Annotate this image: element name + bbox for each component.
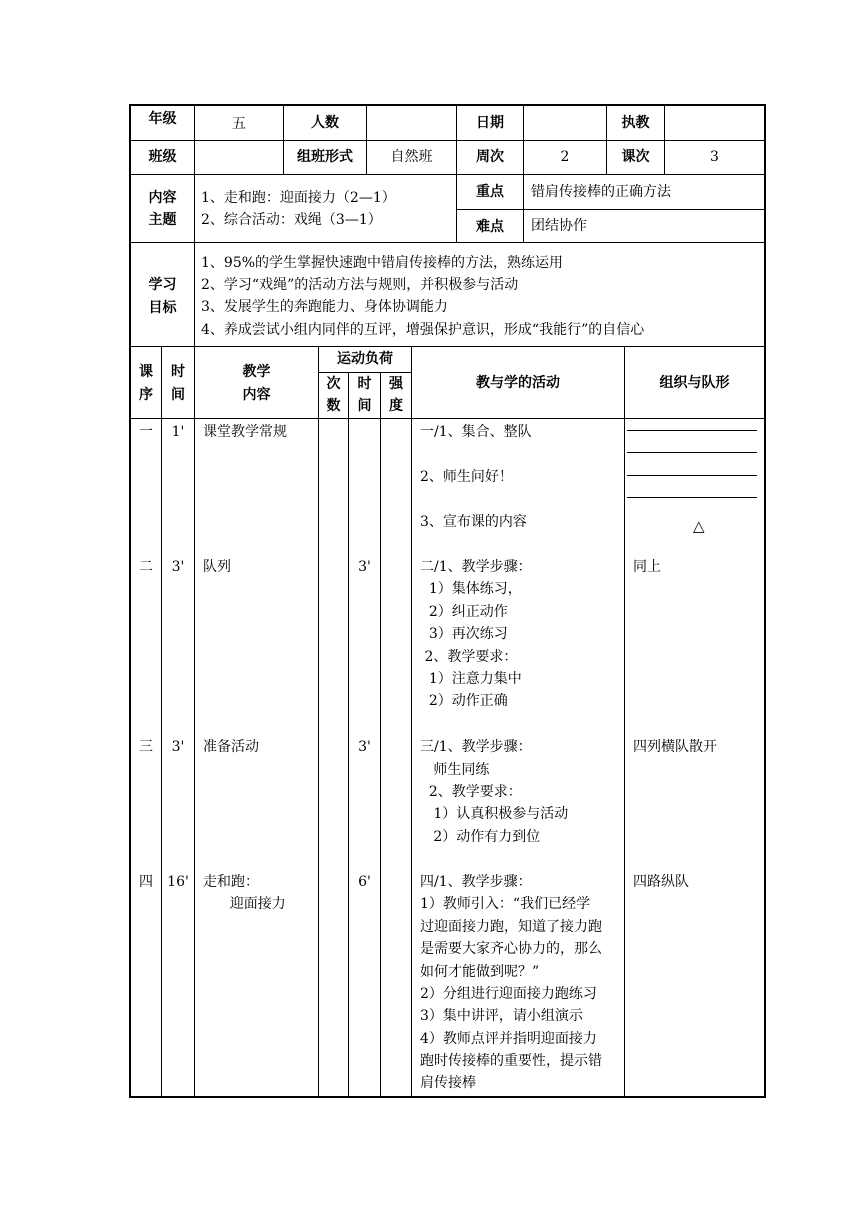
formation-line: [627, 475, 757, 476]
load-count-header: 数: [326, 398, 341, 414]
row-seq: 二: [139, 559, 153, 575]
row-activity-line: 2）动作有力到位: [420, 829, 541, 845]
week-value: 2: [560, 149, 570, 165]
row-activity-line: 2、师生问好！: [420, 469, 513, 485]
row-activity-line: 4）教师点评并指明迎面接力: [420, 1031, 597, 1047]
row-activity-line: 1）集体练习，: [420, 581, 522, 597]
row-activity-line: 师生同练: [420, 762, 490, 778]
content-item: 2、综合活动：戏绳（3—1）: [201, 212, 382, 228]
row-organization: 四路纵队: [633, 874, 689, 890]
lesson-label: 课次: [621, 149, 650, 165]
row-activity-line: 1）注意力集中: [420, 671, 522, 687]
row-activity-line: 三/1、教学步骤：: [420, 739, 532, 755]
load-intensity-header: 度: [389, 398, 403, 414]
goals-label-1: 学习: [148, 277, 177, 293]
row-activity-line: 3）再次练习: [420, 626, 508, 642]
row-activity-line: 过迎面接力跑，知道了接力跑: [420, 919, 602, 935]
load-count-header: 次: [326, 376, 341, 392]
row-activity-line: 1）认真积极参与活动: [420, 806, 569, 822]
row-activity-line: 3）集中讲评，请小组演示: [420, 1008, 583, 1024]
row-activity-line: 2、教学要求：: [420, 784, 522, 800]
row-activity-line: 2）纠正动作: [420, 604, 508, 620]
row-content: 走和跑：: [203, 874, 259, 890]
row-seq: 三: [139, 739, 153, 755]
lesson-value: 3: [710, 149, 719, 165]
formation-line: [627, 452, 757, 453]
formation-line: [627, 430, 757, 431]
difficulty-value: 团结协作: [531, 218, 587, 234]
activity-header: 教与学的活动: [476, 375, 560, 391]
teacher-triangle-icon: △: [693, 517, 705, 535]
row-activity-line: 2）动作正确: [420, 693, 508, 709]
row-seq: 一: [139, 424, 153, 440]
row-activity-line: 二/1、教学步骤：: [420, 559, 532, 575]
row-load-time: 6': [358, 874, 371, 890]
row-content: 课堂教学常规: [203, 424, 287, 440]
key-value: 错肩传接棒的正确方法: [531, 184, 671, 200]
row-time: 3': [171, 739, 185, 755]
load-intensity-header: 强: [389, 376, 403, 392]
class-label: 班级: [148, 149, 177, 165]
row-activity-line: 2）分组进行迎面接力跑练习: [420, 986, 597, 1002]
row-activity-line: 是需要大家齐心协力的，那么: [420, 941, 602, 957]
row-time: 3': [171, 559, 185, 575]
content-label-1: 内容: [148, 190, 177, 206]
week-label: 周次: [476, 149, 504, 165]
time-header: 间: [171, 387, 185, 403]
key-label: 重点: [476, 184, 504, 200]
time-header: 时: [171, 364, 185, 380]
grade-value: 五: [232, 116, 246, 132]
content-label-2: 主题: [148, 212, 177, 228]
load-time-header: 时: [357, 376, 372, 392]
teaching-header: 内容: [242, 387, 271, 403]
load-header: 运动负荷: [337, 351, 393, 367]
goal-item: 1、95%的学生掌握快速跑中错肩传接棒的方法，熟练运用: [201, 255, 564, 271]
row-activity-line: 2、教学要求：: [420, 649, 518, 665]
row-activity-line: 1）教师引入：“我们已经学: [420, 896, 591, 912]
row-load-time: 3': [358, 559, 371, 575]
row-activity-line: 一/1、集合、整队: [420, 424, 532, 440]
row-organization: 同上: [633, 559, 661, 575]
seq-header: 序: [139, 387, 153, 403]
row-activity-line: 跑时传接棒的重要性，提示错: [420, 1053, 602, 1069]
goals-label-2: 目标: [148, 300, 177, 316]
organization-header: 组织与队形: [659, 375, 730, 391]
grade-label: 年级: [148, 111, 177, 127]
row-activity-line: 四/1、教学步骤：: [420, 874, 532, 890]
row-time: 1': [171, 424, 185, 440]
difficulty-label: 难点: [476, 219, 504, 235]
row-seq: 四: [139, 874, 153, 890]
seq-header: 课: [139, 364, 153, 380]
row-organization: 四列横队散开: [633, 739, 717, 755]
goal-item: 3、发展学生的奔跑能力、身体协调能力: [201, 299, 448, 315]
row-activity-line: 如何才能做到呢？”: [420, 964, 540, 980]
row-content: 准备活动: [203, 739, 259, 755]
row-content: 迎面接力: [203, 896, 286, 912]
content-item: 1、走和跑：迎面接力（2—1）: [201, 190, 396, 206]
teacher-label: 执教: [621, 115, 650, 131]
load-time-header: 间: [357, 398, 372, 414]
goal-item: 2、学习“戏绳”的活动方法与规则，并积极参与活动: [201, 277, 519, 293]
count-label: 人数: [311, 115, 339, 131]
row-activity-line: 肩传接棒: [420, 1075, 476, 1091]
form-label: 组班形式: [297, 149, 353, 165]
goal-item: 4、养成尝试小组内同伴的互评，增强保护意识，形成“我能行”的自信心: [201, 322, 645, 338]
date-label: 日期: [476, 115, 504, 131]
row-activity-line: 3、宣布课的内容: [420, 514, 527, 530]
formation-line: [627, 497, 757, 498]
row-load-time: 3': [358, 739, 371, 755]
form-value: 自然班: [390, 149, 433, 165]
row-content: 队列: [203, 559, 231, 575]
teaching-header: 教学: [242, 364, 271, 380]
row-time: 16': [167, 874, 189, 890]
